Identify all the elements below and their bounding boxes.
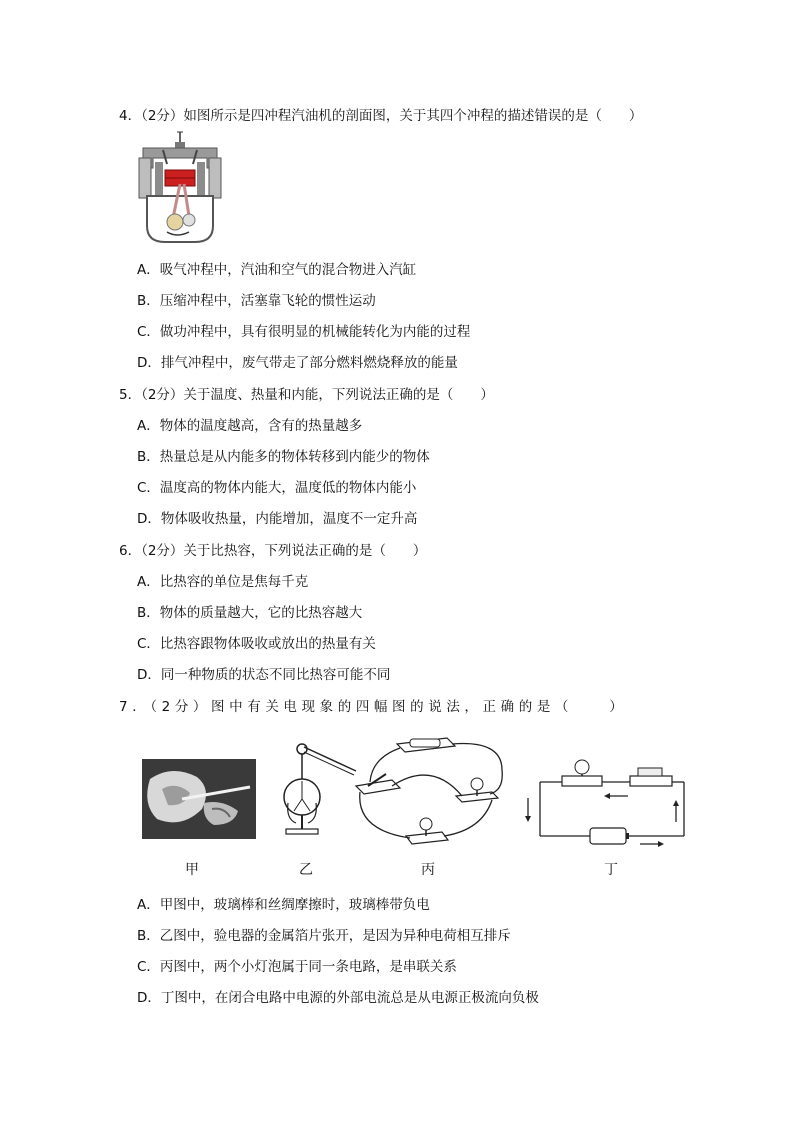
question-4-stem: 4．（2分）如图所示是四冲程汽油机的剖面图，关于其四个冲程的描述错误的是（ ） [119, 108, 643, 124]
question-5-stem: 5．（2分）关于温度、热量和内能，下列说法正确的是（ ） [119, 387, 494, 403]
question-5-option-c: C．温度高的物体内能大，温度低的物体内能小 [137, 480, 417, 496]
question-6-option-d: D．同一种物质的状态不同比热容可能不同 [137, 667, 391, 683]
figure-caption-ding: 丁 [604, 862, 618, 878]
question-4-option-a: A．吸气冲程中，汽油和空气的混合物进入汽缸 [137, 262, 417, 278]
question-6-option-b: B．物体的质量越大，它的比热容越大 [137, 605, 363, 621]
question-4-option-d: D．排气冲程中，废气带走了部分燃料燃烧释放的能量 [137, 355, 458, 371]
glass-rod-silk-photo [142, 759, 256, 839]
question-4-option-b: B．压缩冲程中，活塞靠飞轮的惯性运动 [137, 293, 376, 309]
question-7-stem: 7．（2分）图中有关电现象的四幅图的说法，正确的是（ ） [119, 699, 628, 715]
question-7-option-a: A．甲图中，玻璃棒和丝绸摩擦时，玻璃棒带负电 [137, 897, 430, 913]
question-6-stem: 6．（2分）关于比热容，下列说法正确的是（ ） [119, 543, 427, 559]
engine-cross-section-figure [137, 130, 223, 246]
question-7-option-d: D．丁图中，在闭合电路中电源的外部电流总是从电源正极流向负极 [137, 990, 539, 1006]
figure-caption-bing: 丙 [421, 862, 435, 878]
question-6-option-a: A．比热容的单位是焦每千克 [137, 574, 309, 590]
question-7-option-c: C．丙图中，两个小灯泡属于同一条电路，是串联关系 [137, 959, 457, 975]
circuit-figure [352, 730, 512, 854]
question-4-option-c: C．做功冲程中，具有很明显的机械能转化为内能的过程 [137, 324, 471, 340]
electroscope-figure [280, 741, 360, 837]
battery-circuit-figure [522, 758, 690, 848]
question-5-option-a: A．物体的温度越高，含有的热量越多 [137, 418, 363, 434]
question-6-option-c: C．比热容跟物体吸收或放出的热量有关 [137, 636, 376, 652]
question-7-option-b: B．乙图中，验电器的金属箔片张开，是因为异种电荷相互排斥 [137, 928, 511, 944]
figure-caption-jia: 甲 [185, 862, 199, 878]
question-5-option-b: B．热量总是从内能多的物体转移到内能少的物体 [137, 449, 430, 465]
figure-caption-yi: 乙 [299, 862, 313, 878]
question-5-option-d: D．物体吸收热量，内能增加，温度不一定升高 [137, 511, 418, 527]
